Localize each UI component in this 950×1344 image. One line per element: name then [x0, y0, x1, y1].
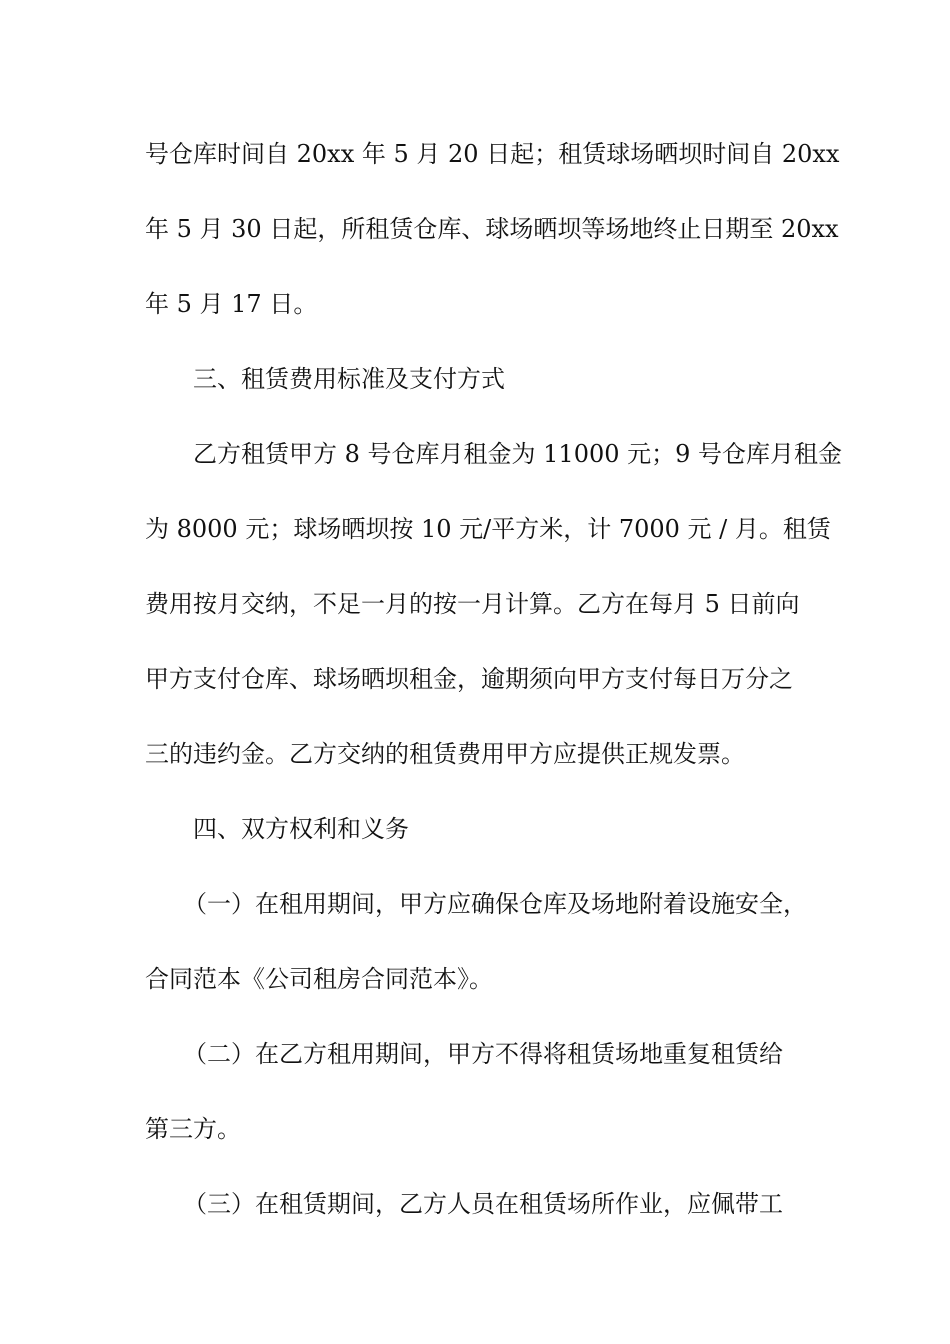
text-line: 年 5 月 17 日。	[145, 290, 318, 318]
text-line: 为 8000 元；球场晒坝按 10 元/平方米，计 7000 元 / 月。租赁	[145, 515, 831, 543]
section-heading: 三、租赁费用标准及支付方式	[193, 365, 505, 393]
text-line: 第三方。	[145, 1115, 241, 1143]
text-line: （三）在租赁期间，乙方人员在租赁场所作业，应佩带工	[183, 1190, 783, 1218]
text-line: 甲方支付仓库、球场晒坝租金，逾期须向甲方支付每日万分之	[145, 665, 793, 693]
text-line: （一）在租用期间，甲方应确保仓库及场地附着设施安全，	[183, 890, 807, 918]
document-body	[145, 130, 843, 1255]
text-line: 费用按月交纳，不足一月的按一月计算。乙方在每月 5 日前向	[145, 590, 800, 618]
text-line: 合同范本《公司租房合同范本》。	[145, 965, 493, 993]
section-heading: 四、双方权利和义务	[193, 815, 409, 843]
text-line: 乙方租赁甲方 8 号仓库月租金为 11000 元；9 号仓库月租金	[193, 440, 843, 468]
text-line: 号仓库时间自 20xx 年 5 月 20 日起；租赁球场晒坝时间自 20xx	[145, 140, 840, 168]
text-line: 三的违约金。乙方交纳的租赁费用甲方应提供正规发票。	[145, 740, 745, 768]
text-line: 年 5 月 30 日起，所租赁仓库、球场晒坝等场地终止日期至 20xx	[145, 215, 839, 243]
text-line: （二）在乙方租用期间，甲方不得将租赁场地重复租赁给	[183, 1040, 783, 1068]
